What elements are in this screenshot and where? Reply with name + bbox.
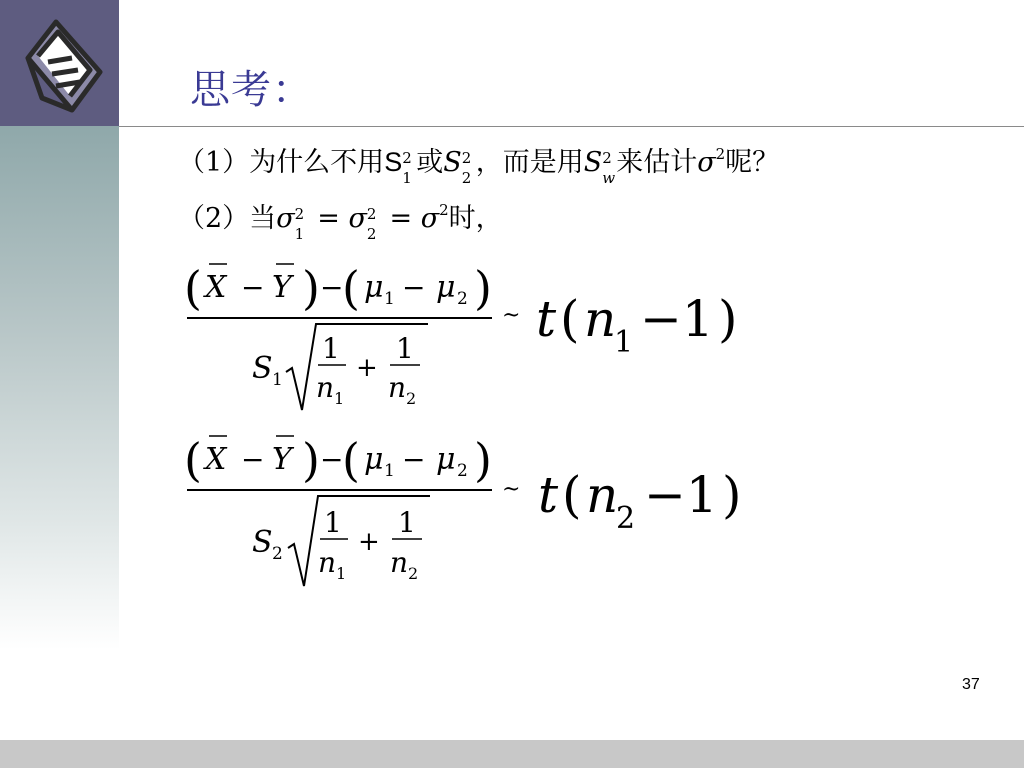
q1-sigma-sup: 2	[715, 145, 726, 163]
f2-n-a: n	[318, 546, 337, 579]
q2-equals-2: =	[389, 203, 413, 234]
formula-2-numerator	[184, 433, 492, 487]
f2-dist-close: )	[722, 466, 742, 524]
q2-equals-1: =	[317, 203, 340, 234]
f2-s-sub: 2	[272, 544, 283, 564]
f1-paren-close-left: )	[302, 261, 320, 315]
f2-paren-close-left: )	[302, 433, 320, 487]
f1-minus-3: −	[402, 271, 426, 304]
q1-sw-sup: 2	[602, 149, 612, 167]
q1-s1-sup: 2	[402, 149, 412, 167]
f1-one-a: 1	[322, 332, 340, 365]
q2-prefix: （2）当	[178, 203, 277, 234]
q1-prefix: （1）为什么不用	[178, 147, 385, 178]
formula-2-distribution	[502, 466, 742, 536]
f2-one-b: 1	[398, 506, 416, 539]
f1-mu-1: μ	[364, 270, 384, 305]
f2-minus-2: −	[320, 443, 344, 476]
q2-sigma-1-sub: 1	[294, 225, 305, 243]
f2-dist-open: (	[562, 466, 582, 524]
f1-dist-n: n	[584, 290, 617, 348]
f2-n-a-sub: 1	[336, 564, 347, 583]
f1-n-b: n	[388, 371, 407, 404]
f1-paren-close-right: )	[474, 261, 492, 315]
f1-plus: +	[356, 353, 378, 383]
q2-sigma-2-sub: 2	[366, 225, 377, 243]
f2-tilde: ~	[502, 477, 521, 502]
f1-s-sub: 1	[272, 370, 283, 390]
slide-title: 思考：	[190, 67, 313, 113]
f2-y: Y	[272, 442, 292, 477]
page-number: 37	[962, 676, 980, 693]
f2-minus-1: −	[241, 443, 265, 476]
f1-n-a-sub: 1	[334, 389, 345, 408]
f2-t: t	[538, 466, 559, 524]
q2-sigma-3-sup: 2	[439, 201, 449, 219]
q2-sigma-1: σ	[276, 203, 295, 234]
q2-sigma-1-sup: 2	[294, 205, 305, 223]
f2-mu-1: μ	[364, 442, 384, 477]
f2-s: S	[252, 525, 273, 560]
f1-dist-open: (	[560, 290, 580, 348]
f1-one-b: 1	[396, 332, 414, 365]
formula-2-denominator	[252, 496, 430, 586]
q1-end-part: 来估计	[616, 147, 698, 178]
f1-mu-1-sub: 1	[384, 289, 395, 309]
f1-y: Y	[272, 270, 292, 305]
f2-paren-open-right: (	[342, 433, 360, 487]
q2-sigma-2: σ	[348, 203, 367, 234]
f2-dist-sub: 2	[616, 501, 636, 536]
q1-s2-sup: 2	[461, 149, 472, 167]
f2-mu-1-sub: 1	[384, 461, 395, 481]
f1-mu-2-sub: 2	[457, 289, 468, 309]
f2-paren-open-left: (	[184, 433, 202, 487]
q1-or: 或	[416, 147, 444, 178]
f2-mu-2: μ	[436, 442, 456, 477]
f2-dist-minus-one: −1	[644, 466, 718, 524]
f2-dist-n: n	[586, 466, 619, 524]
q1-suffix: 呢？	[725, 147, 780, 178]
f1-dist-minus-one: −1	[640, 290, 714, 348]
q1-s2: S	[443, 147, 462, 178]
f1-paren-open-right: (	[342, 261, 360, 315]
f2-plus: +	[358, 527, 380, 557]
f1-tilde: ~	[502, 303, 521, 328]
q2-sigma-3: σ	[420, 203, 440, 234]
q1-s1-sub: 1	[402, 169, 412, 187]
q1-sigma: σ	[697, 147, 716, 178]
f1-dist-sub: 1	[614, 325, 634, 360]
f1-x: X	[205, 270, 227, 305]
f2-minus-3: −	[402, 443, 426, 476]
f2-one-a: 1	[324, 506, 342, 539]
f1-n-b-sub: 2	[406, 389, 417, 408]
q2-sigma-2-sup: 2	[366, 205, 377, 223]
q1-sw: S	[583, 147, 603, 178]
f1-s: S	[252, 351, 273, 386]
q1-middle: ，而是用	[475, 147, 584, 178]
f1-n-a: n	[316, 371, 335, 404]
f1-minus-1: −	[241, 271, 265, 304]
f1-mu-2: μ	[436, 270, 456, 305]
q1-s1: S	[384, 147, 403, 177]
q2-suffix: 时，	[448, 203, 503, 234]
f2-mu-2-sub: 2	[457, 461, 468, 481]
f1-minus-2: −	[320, 271, 344, 304]
q1-s2-sub: 2	[461, 169, 472, 187]
f2-x: X	[205, 442, 227, 477]
q1-sw-sub: w	[602, 169, 616, 187]
f2-n-b: n	[390, 546, 409, 579]
f1-paren-open-left: (	[184, 261, 202, 315]
f1-dist-close: )	[718, 290, 738, 348]
f2-n-b-sub: 2	[408, 564, 419, 583]
f2-paren-close-right: )	[474, 433, 492, 487]
f1-t: t	[536, 290, 557, 348]
